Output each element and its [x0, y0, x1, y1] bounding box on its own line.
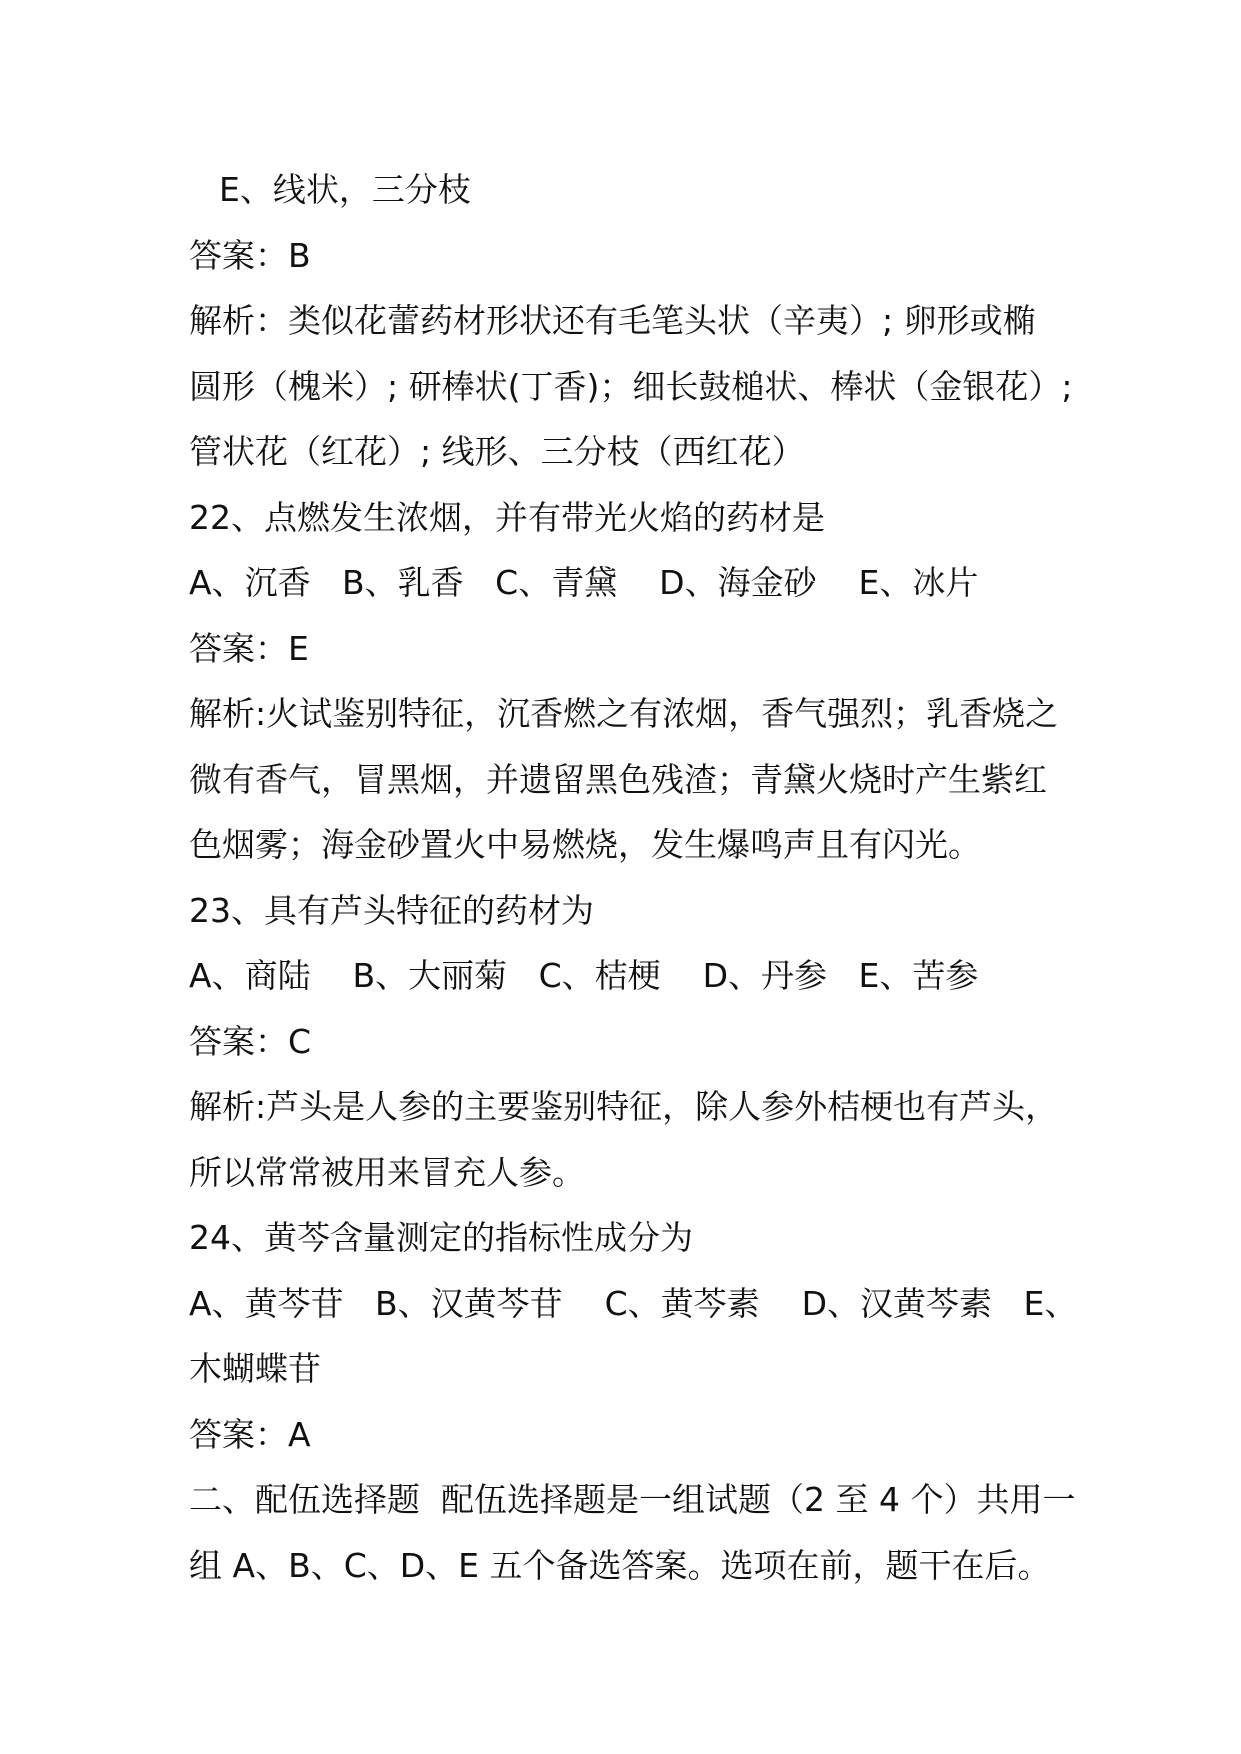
options-24-line-1: A、黄芩苷 B、汉黄芩苷 C、黄芩素 D、汉黄芩素 E、 — [189, 1283, 1078, 1323]
answer-21: 答案：B — [189, 235, 311, 275]
answer-23: 答案：C — [189, 1021, 312, 1061]
explanation-23-line-2: 所以常常被用来冒充人参。 — [189, 1152, 585, 1192]
explanation-22-line-3: 色烟雾；海金砂置火中易燃烧，发生爆鸣声且有闪光。 — [189, 825, 981, 864]
answer-22: 答案：E — [189, 628, 309, 668]
option-e-line: E、线状，三分枝 — [219, 170, 471, 209]
question-24: 24、黄芩含量测定的指标性成分为 — [189, 1218, 693, 1257]
question-22: 22、点燃发生浓烟，并有带光火焰的药材是 — [189, 497, 825, 537]
options-24-line-2: 木蝴蝶苷 — [189, 1349, 321, 1388]
section-2-heading-line-2: 组 A、B、C、D、E 五个备选答案。选项在前，题干在后。 — [189, 1545, 1051, 1585]
explanation-22-line-2: 微有香气，冒黑烟，并遗留黑色残渣；青黛火烧时产生紫红 — [189, 759, 1047, 799]
options-23: A、商陆 B、大丽菊 C、桔梗 D、丹参 E、苦参 — [189, 956, 979, 995]
explanation-21-line-3: 管状花（红花）; 线形、三分枝（西红花） — [189, 432, 805, 471]
explanation-21-line-1: 解析：类似花蕾药材形状还有毛笔头状（辛夷）; 卵形或椭 — [189, 301, 1036, 340]
section-2-heading-line-1: 二、配伍选择题 配伍选择题是一组试题（2 至 4 个）共用一 — [189, 1480, 1076, 1519]
answer-24: 答案：A — [189, 1414, 311, 1454]
explanation-23-line-1: 解析:芦头是人参的主要鉴别特征，除人参外桔梗也有芦头， — [189, 1087, 1059, 1126]
explanation-21-line-2: 圆形（槐米）; 研棒状(丁香)；细长鼓槌状、棒状（金银花）; — [189, 366, 1073, 406]
question-23: 23、具有芦头特征的药材为 — [189, 890, 594, 930]
explanation-22-line-1: 解析:火试鉴别特征，沉香燃之有浓烟，香气强烈；乳香烧之 — [189, 694, 1059, 733]
options-22: A、沉香 B、乳香 C、青黛 D、海金砂 E、冰片 — [189, 563, 979, 602]
document-page — [189, 157, 1089, 1598]
